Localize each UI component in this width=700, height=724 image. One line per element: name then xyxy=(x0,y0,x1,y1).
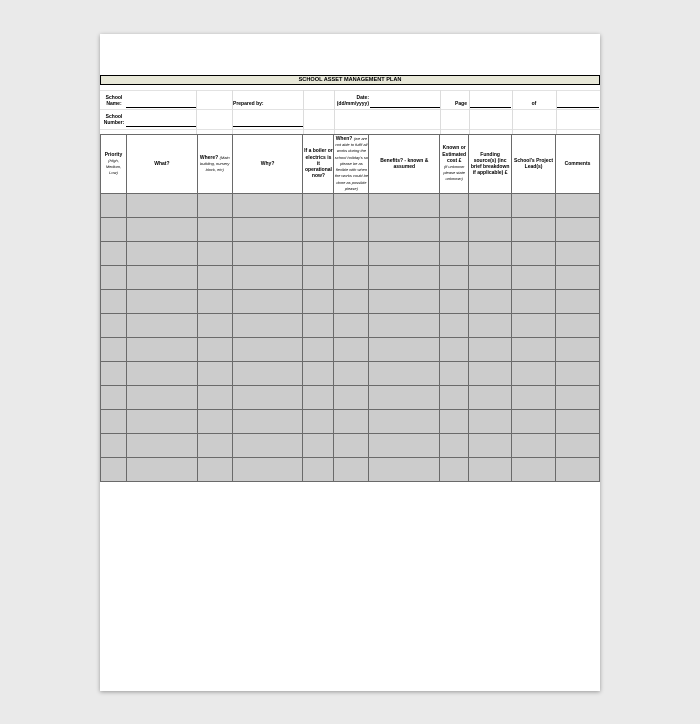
table-row xyxy=(101,386,600,410)
table-cell[interactable] xyxy=(512,242,556,266)
column-header-why: Why? xyxy=(232,135,303,194)
page-total-field[interactable] xyxy=(557,107,599,108)
table-cell[interactable] xyxy=(197,218,232,242)
table-cell[interactable] xyxy=(126,218,197,242)
table-cell[interactable] xyxy=(334,266,369,290)
table-row xyxy=(101,338,600,362)
table-cell[interactable] xyxy=(232,194,303,218)
column-header-project-lead: School's Project Lead(s) xyxy=(512,135,556,194)
table-cell[interactable] xyxy=(334,386,369,410)
table-row xyxy=(101,266,600,290)
column-header-when: When? (we are not able to fulfil all works during the school holiday's so please be as flexible with when the works could be done as possible please) xyxy=(334,135,369,194)
table-cell[interactable] xyxy=(440,362,469,386)
table-cell[interactable] xyxy=(197,314,232,338)
table-row xyxy=(101,242,600,266)
table-cell[interactable] xyxy=(369,314,440,338)
table-cell[interactable] xyxy=(440,266,469,290)
table-row xyxy=(101,434,600,458)
table-cell[interactable] xyxy=(232,242,303,266)
table-row xyxy=(101,362,600,386)
table-cell[interactable] xyxy=(469,434,512,458)
table-cell[interactable] xyxy=(556,194,600,218)
column-header-where: Where? (Main building, nursery block, etc) xyxy=(197,135,232,194)
table-cell[interactable] xyxy=(197,410,232,434)
table-cell[interactable] xyxy=(126,434,197,458)
column-header-cost: Known or Estimated cost £ (if unknown please state unknown) xyxy=(440,135,469,194)
table-cell[interactable] xyxy=(469,242,512,266)
table-cell[interactable] xyxy=(303,290,334,314)
gridline xyxy=(100,109,600,110)
table-cell[interactable] xyxy=(512,362,556,386)
page-number-field[interactable] xyxy=(470,107,511,108)
table-cell[interactable] xyxy=(369,338,440,362)
table-cell[interactable] xyxy=(126,386,197,410)
table-cell[interactable] xyxy=(232,338,303,362)
table-cell[interactable] xyxy=(303,194,334,218)
column-header-what: What? xyxy=(126,135,197,194)
table-cell[interactable] xyxy=(469,314,512,338)
table-cell[interactable] xyxy=(101,362,127,386)
gridline xyxy=(303,90,304,134)
table-cell[interactable] xyxy=(303,410,334,434)
table-cell[interactable] xyxy=(232,218,303,242)
table-cell[interactable] xyxy=(126,410,197,434)
school-number-label: School Number: xyxy=(103,114,125,126)
table-cell[interactable] xyxy=(469,218,512,242)
table-cell[interactable] xyxy=(556,218,600,242)
table-cell[interactable] xyxy=(556,290,600,314)
table-cell[interactable] xyxy=(512,218,556,242)
table-cell[interactable] xyxy=(512,338,556,362)
gridline xyxy=(512,90,513,134)
gridline xyxy=(469,90,470,134)
table-cell[interactable] xyxy=(101,410,127,434)
table-cell[interactable] xyxy=(232,386,303,410)
table-cell[interactable] xyxy=(126,194,197,218)
table-cell[interactable] xyxy=(469,410,512,434)
table-cell[interactable] xyxy=(303,218,334,242)
table-cell[interactable] xyxy=(232,458,303,482)
table-cell[interactable] xyxy=(197,290,232,314)
table-cell[interactable] xyxy=(469,458,512,482)
table-cell[interactable] xyxy=(197,338,232,362)
table-cell[interactable] xyxy=(440,314,469,338)
table-cell[interactable] xyxy=(232,362,303,386)
table-row xyxy=(101,458,600,482)
table-cell[interactable] xyxy=(334,218,369,242)
asset-plan-table xyxy=(100,134,600,482)
table-cell[interactable] xyxy=(101,218,127,242)
table-cell[interactable] xyxy=(101,266,127,290)
table-cell[interactable] xyxy=(197,362,232,386)
table-cell[interactable] xyxy=(101,194,127,218)
table-cell[interactable] xyxy=(232,410,303,434)
table-row xyxy=(101,314,600,338)
table-cell[interactable] xyxy=(556,458,600,482)
table-cell[interactable] xyxy=(197,434,232,458)
table-body xyxy=(101,194,600,482)
table-cell[interactable] xyxy=(556,362,600,386)
table-cell[interactable] xyxy=(440,410,469,434)
table-cell[interactable] xyxy=(232,434,303,458)
table-cell[interactable] xyxy=(440,290,469,314)
table-cell[interactable] xyxy=(303,458,334,482)
table-cell[interactable] xyxy=(369,410,440,434)
table-cell[interactable] xyxy=(369,458,440,482)
gridline xyxy=(556,90,557,134)
school-name-label: School Name: xyxy=(105,95,123,107)
table-cell[interactable] xyxy=(556,386,600,410)
table-cell[interactable] xyxy=(512,290,556,314)
table-cell[interactable] xyxy=(126,458,197,482)
of-label: of xyxy=(531,101,537,107)
table-cell[interactable] xyxy=(232,314,303,338)
table-cell[interactable] xyxy=(469,266,512,290)
table-cell[interactable] xyxy=(126,290,197,314)
column-header-benefits: Benefits? - known & assumed xyxy=(369,135,440,194)
column-header-funding: Funding source(s) (inc brief breakdown if applicable) £ xyxy=(469,135,512,194)
table-row xyxy=(101,410,600,434)
table-cell[interactable] xyxy=(303,338,334,362)
table-cell[interactable] xyxy=(369,386,440,410)
table-cell[interactable] xyxy=(334,242,369,266)
page-label: Page xyxy=(455,101,467,107)
table-cell[interactable] xyxy=(512,434,556,458)
table-cell[interactable] xyxy=(126,242,197,266)
table-header-row xyxy=(101,135,600,194)
table-cell[interactable] xyxy=(101,458,127,482)
table-cell[interactable] xyxy=(440,218,469,242)
table-cell[interactable] xyxy=(101,314,127,338)
table-cell[interactable] xyxy=(469,290,512,314)
table-cell[interactable] xyxy=(469,386,512,410)
table-cell[interactable] xyxy=(303,266,334,290)
table-cell[interactable] xyxy=(469,194,512,218)
table-cell[interactable] xyxy=(440,338,469,362)
table-cell[interactable] xyxy=(369,218,440,242)
table-cell[interactable] xyxy=(556,434,600,458)
column-header-priority: Priority (High, Medium, Low) xyxy=(101,135,127,194)
table-cell[interactable] xyxy=(197,266,232,290)
table-cell[interactable] xyxy=(440,434,469,458)
table-cell[interactable] xyxy=(440,194,469,218)
table-cell[interactable] xyxy=(369,290,440,314)
table-cell[interactable] xyxy=(512,194,556,218)
column-header-operational: If a boiler or electrics is it operational now? xyxy=(303,135,334,194)
table-cell[interactable] xyxy=(440,458,469,482)
table-cell[interactable] xyxy=(369,362,440,386)
table-cell[interactable] xyxy=(469,362,512,386)
table-cell[interactable] xyxy=(101,386,127,410)
table-cell[interactable] xyxy=(197,386,232,410)
table-cell[interactable] xyxy=(126,266,197,290)
table-cell[interactable] xyxy=(334,194,369,218)
table-cell[interactable] xyxy=(101,242,127,266)
table-cell[interactable] xyxy=(334,410,369,434)
table-cell[interactable] xyxy=(440,386,469,410)
table-cell[interactable] xyxy=(232,266,303,290)
table-row xyxy=(101,194,600,218)
table-cell[interactable] xyxy=(556,338,600,362)
table-cell[interactable] xyxy=(101,290,127,314)
table-cell[interactable] xyxy=(303,386,334,410)
table-cell[interactable] xyxy=(334,362,369,386)
table-cell[interactable] xyxy=(334,434,369,458)
table-cell[interactable] xyxy=(197,242,232,266)
table-cell[interactable] xyxy=(512,410,556,434)
table-cell[interactable] xyxy=(101,434,127,458)
table-cell[interactable] xyxy=(334,458,369,482)
table-cell[interactable] xyxy=(369,194,440,218)
document-page xyxy=(100,34,600,691)
table-cell[interactable] xyxy=(369,266,440,290)
table-cell[interactable] xyxy=(334,314,369,338)
table-cell[interactable] xyxy=(303,242,334,266)
table-cell[interactable] xyxy=(126,338,197,362)
table-cell[interactable] xyxy=(303,314,334,338)
table-cell[interactable] xyxy=(303,434,334,458)
table-cell[interactable] xyxy=(440,242,469,266)
table-cell[interactable] xyxy=(369,242,440,266)
prepared-by-field[interactable] xyxy=(233,126,303,127)
table-cell[interactable] xyxy=(512,266,556,290)
table-cell[interactable] xyxy=(369,434,440,458)
table-cell[interactable] xyxy=(197,194,232,218)
table-cell[interactable] xyxy=(126,362,197,386)
table-cell[interactable] xyxy=(556,314,600,338)
gridline xyxy=(232,90,233,134)
gridline xyxy=(100,129,600,130)
date-label: Date: (dd/mm/yyyy) xyxy=(336,95,369,107)
table-cell[interactable] xyxy=(334,338,369,362)
gridline xyxy=(440,90,441,134)
table-cell[interactable] xyxy=(334,290,369,314)
table-cell[interactable] xyxy=(303,362,334,386)
table-cell[interactable] xyxy=(469,338,512,362)
table-cell[interactable] xyxy=(512,458,556,482)
gridline xyxy=(100,90,600,91)
gridline xyxy=(196,90,197,134)
table-cell[interactable] xyxy=(101,338,127,362)
table-cell[interactable] xyxy=(126,314,197,338)
table-cell[interactable] xyxy=(556,242,600,266)
table-cell[interactable] xyxy=(232,290,303,314)
table-row xyxy=(101,218,600,242)
table-cell[interactable] xyxy=(556,266,600,290)
school-number-field[interactable] xyxy=(126,126,196,127)
document-title: SCHOOL ASSET MANAGEMENT PLAN xyxy=(100,75,600,85)
table-cell[interactable] xyxy=(512,314,556,338)
table-row xyxy=(101,290,600,314)
table-cell[interactable] xyxy=(556,410,600,434)
school-name-field[interactable] xyxy=(126,107,196,108)
table-cell[interactable] xyxy=(197,458,232,482)
table-cell[interactable] xyxy=(512,386,556,410)
date-field[interactable] xyxy=(370,107,440,108)
column-header-comments: Comments xyxy=(556,135,600,194)
prepared-by-label: Prepared by: xyxy=(233,101,264,107)
